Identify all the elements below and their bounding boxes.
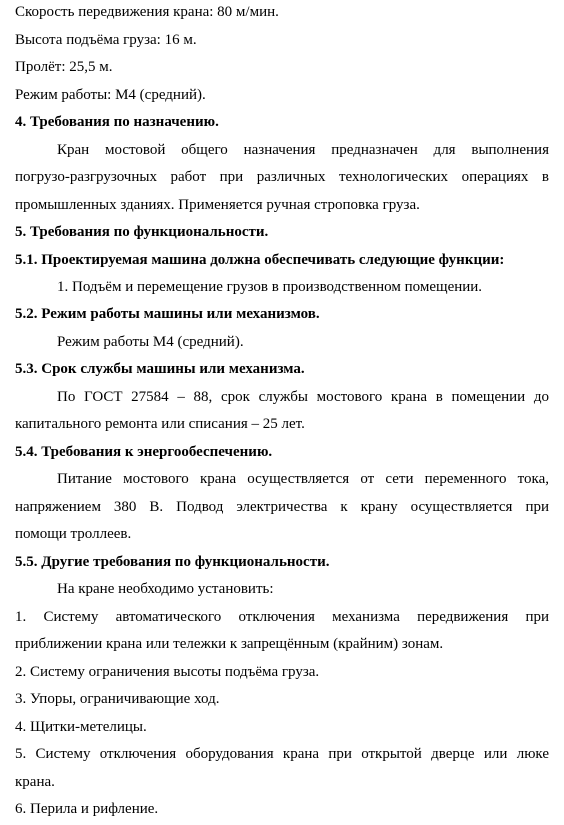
section-5-2-heading: 5.2. Режим работы машины или механизмов.: [15, 306, 320, 322]
section-5-4-paragraph-line: напряжением 380 В. Подвод электричества к крану осуществляется при: [15, 499, 549, 515]
section-5-5-item: 1. Систему автоматического отключения механизма передвижения при: [15, 609, 549, 625]
section-5-5-heading: 5.5. Другие требования по функциональности.: [15, 554, 330, 570]
spec-duty-mode: Режим работы: М4 (средний).: [15, 87, 206, 103]
section-5-1-item: 1. Подъём и перемещение грузов в производственном помещении.: [57, 279, 483, 295]
section-4-paragraph-line: промышленных зданиях. Применяется ручная строповка груза.: [15, 197, 420, 213]
section-5-2-text: Режим работы М4 (средний).: [57, 334, 244, 350]
section-5-5-item: 2. Систему ограничения высоты подъёма груза.: [15, 664, 320, 680]
section-5-3-paragraph-line: капитального ремонта или списания – 25 лет.: [15, 416, 305, 432]
section-4-paragraph-line: Кран мостовой общего назначения предназначен для выполнения: [57, 142, 549, 158]
section-5-5-item: 6. Перила и рифление.: [15, 801, 159, 817]
spec-lift-height: Высота подъёма груза: 16 м.: [15, 32, 197, 48]
section-5-4-paragraph-line: Питание мостового крана осуществляется от сети переменного тока,: [57, 471, 549, 487]
section-5-4-heading: 5.4. Требования к энергообеспечению.: [15, 444, 273, 460]
section-5-5-item: 3. Упоры, ограничивающие ход.: [15, 691, 220, 707]
section-5-4-paragraph-line: помощи троллеев.: [15, 526, 132, 542]
section-5-heading: 5. Требования по функциональности.: [15, 224, 269, 240]
spec-span: Пролёт: 25,5 м.: [15, 59, 113, 75]
section-5-1-heading: 5.1. Проектируемая машина должна обеспечивать следующие функции:: [15, 252, 505, 268]
section-5-3-heading: 5.3. Срок службы машины или механизма.: [15, 361, 305, 377]
section-4-heading: 4. Требования по назначению.: [15, 114, 219, 130]
spec-travel-speed: Скорость передвижения крана: 80 м/мин.: [15, 4, 279, 20]
section-5-3-paragraph-line: По ГОСТ 27584 – 88, срок службы мостового крана в помещении до: [57, 389, 549, 405]
section-4-paragraph-line: погрузо-разгрузочных работ при различных технологических операциях в: [15, 169, 549, 185]
section-5-5-item-continuation: крана.: [15, 774, 55, 790]
section-5-5-item: 5. Систему отключения оборудования крана при открытой дверце или люке: [15, 746, 549, 762]
section-5-5-intro: На кране необходимо установить:: [57, 581, 274, 597]
section-5-5-item: 4. Щитки-метелицы.: [15, 719, 147, 735]
section-5-5-item-continuation: приближении крана или тележки к запрещённым (крайним) зонам.: [15, 636, 444, 652]
